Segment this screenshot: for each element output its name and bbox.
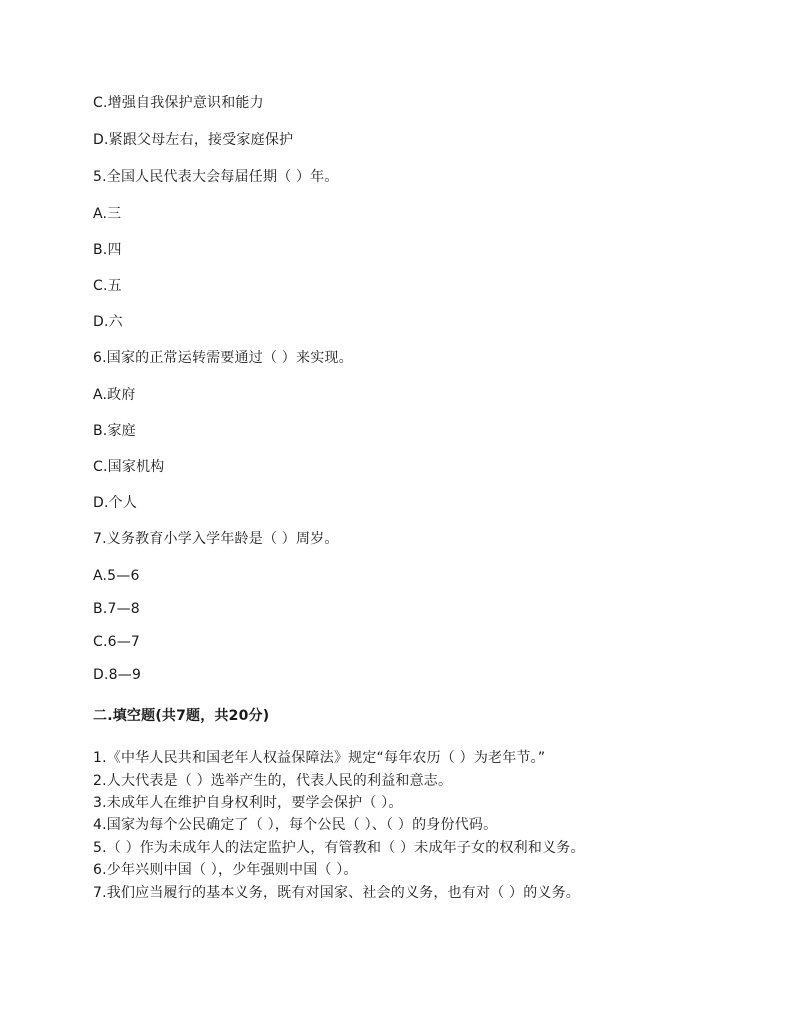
question-5-stem: 5.全国人民代表大会每届任期（ ）年。 <box>93 169 339 185</box>
question-7-option-a: A.5—6 <box>93 568 140 584</box>
fill-blank-item-1: 1.《中华人民共和国老年人权益保障法》规定“每年农历（ ）为老年节。” <box>93 750 546 766</box>
fill-blank-item-3: 3.未成年人在维护自身权利时，要学会保护（ ）。 <box>93 795 403 811</box>
question-5-option-c: C.五 <box>93 278 122 294</box>
question-5-option-b: B.四 <box>93 242 122 258</box>
question-7-stem: 7.义务教育小学入学年龄是（ ）周岁。 <box>93 531 339 547</box>
question-6-option-a: A.政府 <box>93 387 136 403</box>
question-6-option-b: B.家庭 <box>93 423 136 439</box>
question-7-option-d: D.8—9 <box>93 667 142 683</box>
question-7-option-b: B.7—8 <box>93 601 140 617</box>
fill-blank-item-6: 6.少年兴则中国（ ），少年强则中国（ ）。 <box>93 862 358 878</box>
question-6-stem: 6.国家的正常运转需要通过（ ）来实现。 <box>93 350 353 366</box>
option-c-continued: C.增强自我保护意识和能力 <box>93 95 264 111</box>
question-5-option-d: D.六 <box>93 314 123 330</box>
question-6-option-c: C.国家机构 <box>93 459 165 475</box>
fill-blank-item-5: 5.（ ）作为未成年人的法定监护人，有管教和（ ）未成年子女的权利和义务。 <box>93 840 585 856</box>
option-d-continued: D.紧跟父母左右，接受家庭保护 <box>93 132 294 148</box>
question-7-option-c: C.6—7 <box>93 634 141 650</box>
question-5-option-a: A.三 <box>93 206 122 222</box>
fill-blank-item-2: 2.人大代表是（ ）选举产生的，代表人民的利益和意志。 <box>93 773 453 789</box>
fill-blank-item-4: 4.国家为每个公民确定了（ ），每个公民（ ）、（ ）的身份代码。 <box>93 817 498 833</box>
question-6-option-d: D.个人 <box>93 495 138 511</box>
fill-blank-item-7: 7.我们应当履行的基本义务，既有对国家、社会的义务，也有对（ ）的义务。 <box>93 885 581 901</box>
section-2-title: 二.填空题(共7题，共20分) <box>93 708 270 724</box>
